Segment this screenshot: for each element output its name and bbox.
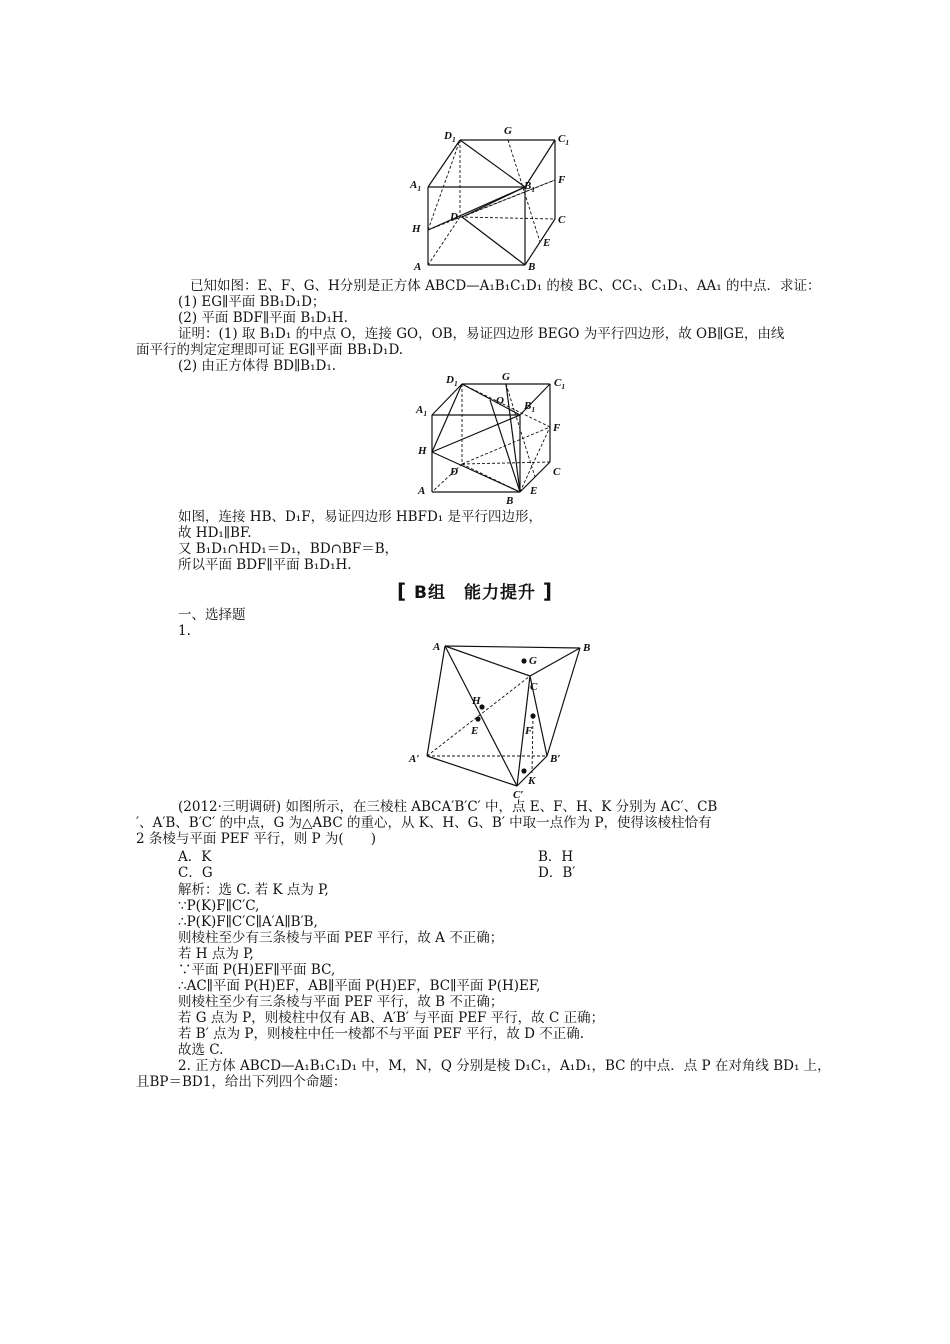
svg-text:E: E [543,237,551,249]
question-2-line-2: 且BP＝BD1，给出下列四个命题： [136,1074,347,1090]
proof-line-5: 故 HD₁∥BF. [178,525,252,541]
question-1-number: 1. [178,623,191,639]
solution-line-10: 若 B′ 点为 P，则棱柱中任一棱都不与平面 PEF 平行，故 D 不正确. [178,1026,585,1042]
proof-line-3: (2) 由正方体得 BD∥B₁D₁. [178,358,337,374]
part-title: 一、选择题 [178,607,246,623]
svg-text:G: G [504,125,512,137]
proof-line-7: 所以平面 BDF∥平面 B₁D₁H. [178,557,352,573]
svg-text:F: F [525,725,533,737]
svg-text:A1: $A_1$ [416,404,428,418]
svg-text:F: F [558,174,566,186]
part-2: (2) 平面 BDF∥平面 B₁D₁H. [178,310,348,326]
proof-line-6: 又 B₁D₁∩HD₁＝D₁，BD∩BF＝B， [178,541,399,557]
svg-text:D1: $D_1$ [446,374,458,388]
svg-text:B: B [528,261,536,273]
solution-line-9: 若 G 点为 P，则棱柱中仅有 AB、A′B′ 与平面 PEF 平行，故 C 正确； [178,1010,605,1026]
question-1-line-2: ′、A′B、B′C′ 的中点，G 为△ABC 的重心，从 K、H、G、B′ 中取一点作为 P，使得该棱柱恰有 [136,815,712,831]
section-b-header [0,578,950,603]
solution-line-3: ∴P(K)F∥C′C∥A′A∥B′B, [178,914,318,930]
cube-figure-2 [410,372,585,507]
section-b-title: B组 能力提升 [414,583,536,603]
svg-text:E: E [471,725,479,737]
svg-text:B1: $B_1$ [524,400,536,414]
svg-text:H: H [472,695,481,707]
svg-text:K: K [528,775,536,787]
svg-text:D: D [450,466,458,478]
svg-text:C1: $C_1$ [554,377,566,391]
option-d: D．B′ [538,865,576,881]
svg-text:B1: $B_1$ [524,180,536,194]
svg-text:H: H [418,445,427,457]
svg-text:C: C [530,681,538,693]
proof-line-2: 面平行的判定定理即可证 EG∥平面 BB₁D₁D. [136,342,404,358]
svg-text:B′: B′ [550,753,561,765]
prism-figure [405,638,591,801]
svg-text:A: A [433,641,441,653]
solution-line-7: ∴AC∥平面 P(H)EF，AB∥平面 P(H)EF，BC∥平面 P(H)EF, [178,978,541,994]
svg-text:B: B [506,495,514,507]
question-1-line-1: (2012·三明调研) 如图所示，在三棱柱 ABCA′B′C′ 中，点 E、F、H、K 分别为 AC′、CB [178,799,718,815]
solution-line-5: 若 H 点为 P, [178,946,254,962]
svg-text:D: D [450,211,458,223]
svg-text:O: O [496,395,504,407]
svg-text:G: G [529,655,537,667]
solution-line-11: 故选 C. [178,1042,224,1058]
svg-text:D1: $D_1$ [444,130,456,144]
option-a: A．K [178,849,212,865]
solution-line-1: 解析：选 C. 若 K 点为 P, [178,882,329,898]
question-1-line-3: 2 条棱与平面 PEF 平行，则 P 为( ) [136,831,376,847]
svg-text:E: E [530,485,538,497]
svg-text:A′: A′ [409,753,420,765]
solution-line-6: ∵平面 P(H)EF∥平面 BC, [178,962,336,978]
option-b: B．H [538,849,574,865]
question-2-line-1: 2. 正方体 ABCD—A₁B₁C₁D₁ 中，M，N，Q 分别是棱 D₁C₁，A₁D₁，BC 的中点．点 P 在对角线 BD₁ 上， [178,1058,831,1074]
svg-text:C: C [553,466,561,478]
solution-line-8: 则棱柱至少有三条棱与平面 PEF 平行，故 B 不正确； [178,994,504,1010]
right-bracket: ] [542,579,554,603]
svg-text:A: A [418,485,426,497]
part-1: (1) EG∥平面 BB₁D₁D； [178,294,326,310]
left-bracket: [ [396,579,408,603]
svg-text:B: B [583,642,591,654]
svg-text:A: A [414,261,422,273]
svg-text:C1: $C_1$ [558,133,570,147]
cube-figure-1 [400,120,580,275]
svg-text:G: G [502,371,510,383]
svg-text:F: F [553,422,561,434]
problem-statement: 已知如图：E、F、G、H分别是正方体 ABCD—A₁B₁C₁D₁ 的棱 BC、CC₁、C₁D₁、AA₁ 的中点．求证： [190,278,821,294]
proof-line-1: 证明：(1) 取 B₁D₁ 的中点 O，连接 GO，OB，易证四边形 BEGO 为平行四边形，故 OB∥GE，由线 [178,326,785,342]
solution-line-4: 则棱柱至少有三条棱与平面 PEF 平行，故 A 不正确； [178,930,504,946]
svg-text:A1: $A_1$ [410,179,422,193]
option-c: C．G [178,865,213,881]
svg-text:C: C [558,214,566,226]
svg-text:C′: C′ [513,789,524,801]
solution-line-2: ∵P(K)F∥C′C, [178,898,260,914]
proof-line-4: 如图，连接 HB、D₁F，易证四边形 HBFD₁ 是平行四边形， [178,509,542,525]
svg-text:H: H [412,223,421,235]
